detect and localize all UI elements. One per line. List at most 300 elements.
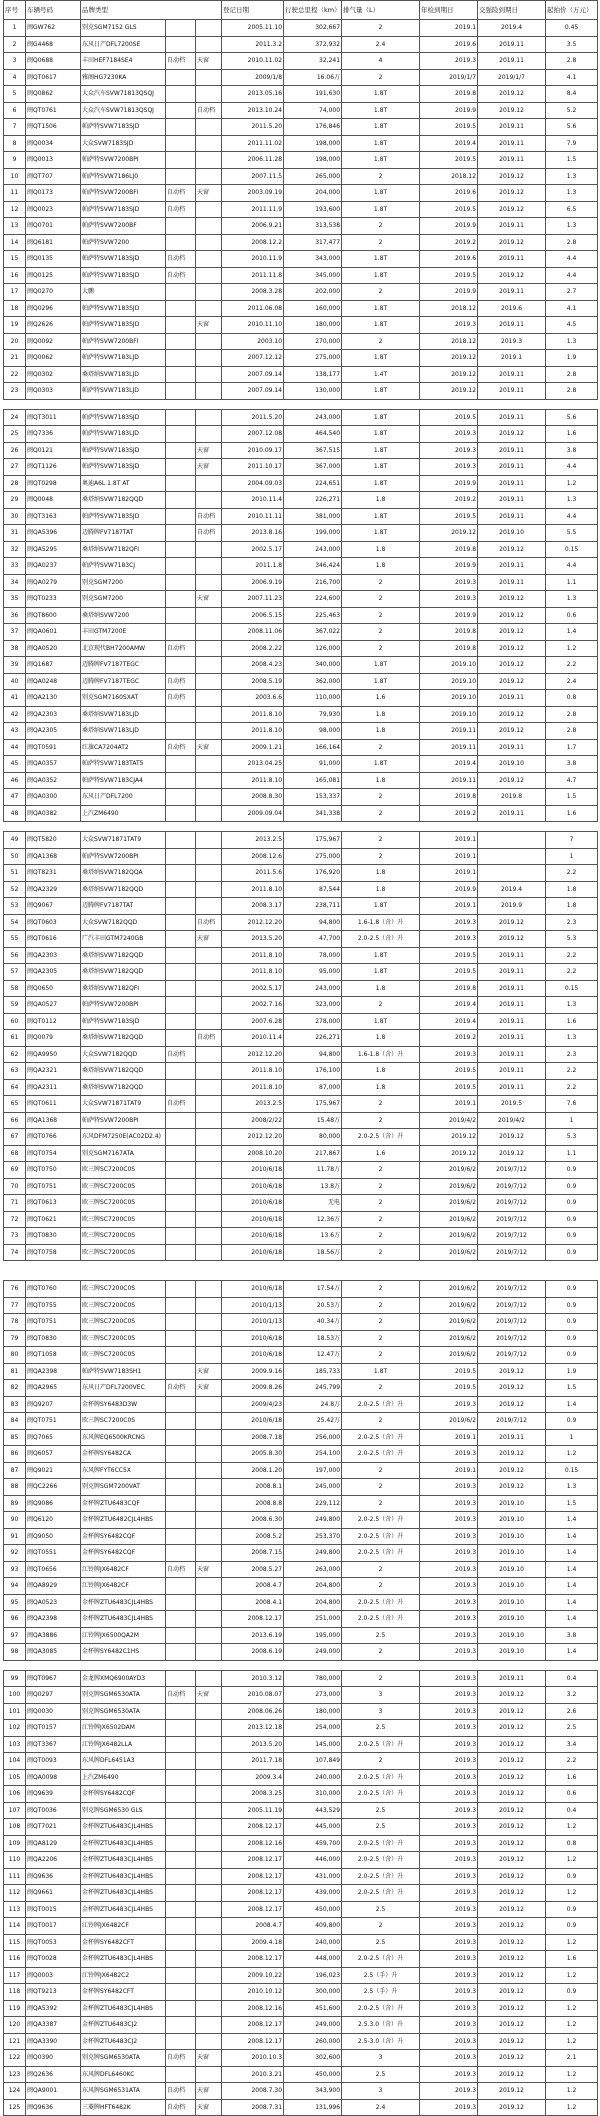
model-name: 金杯牌SY6482CQF xyxy=(81,1786,166,1803)
row-index: 44 xyxy=(4,739,26,756)
row-index: 19 xyxy=(4,317,26,334)
registration-date: 2010.10.12 xyxy=(222,1984,284,2001)
start-price: 2.8 xyxy=(546,383,598,400)
model-name: 别克牌SGM6530ATA xyxy=(81,2050,166,2067)
inspection-due: 2019.3 xyxy=(420,1901,478,1918)
start-price: 1.2 xyxy=(546,2083,598,2100)
plate-number: 闽Q0862 xyxy=(26,86,81,103)
transmission: 自动档 xyxy=(166,1046,196,1063)
inspection-due: 2019.8 xyxy=(420,980,478,997)
displacement: 1.8T xyxy=(342,1363,420,1380)
model-name: 帕萨特SVW7183LJD xyxy=(81,426,166,443)
registration-date: 2002.5.17 xyxy=(222,541,284,558)
table-row xyxy=(4,1644,598,1661)
registration-date: 2010.3.12 xyxy=(222,1670,284,1687)
header-index: 序号 xyxy=(4,1,26,20)
plate-number: 闽QT0036 xyxy=(26,1802,81,1819)
plate-number: 闽QA0237 xyxy=(26,558,81,575)
transmission xyxy=(166,300,196,317)
insurance-due: 2019.12 xyxy=(478,1703,546,1720)
insurance-due: 2019.12 xyxy=(478,1720,546,1737)
registration-date: 2010/1/13 xyxy=(222,1314,284,1331)
registration-date: 2012.12.20 xyxy=(222,1129,284,1146)
inspection-due: 2019.5 xyxy=(420,1380,478,1397)
registration-date: 2008.7.31 xyxy=(222,2099,284,2116)
start-price: 3.8 xyxy=(546,442,598,459)
displacement: 3 xyxy=(342,2050,420,2067)
registration-date: 2007.09.14 xyxy=(222,366,284,383)
insurance-due: 2019.11 xyxy=(478,383,546,400)
sunroof xyxy=(196,1627,222,1644)
displacement: 2 xyxy=(342,1578,420,1595)
transmission xyxy=(166,119,196,136)
table-row xyxy=(4,2066,598,2083)
sunroof xyxy=(196,805,222,822)
table-row xyxy=(4,333,598,350)
sunroof xyxy=(196,1211,222,1228)
table-body xyxy=(4,20,598,2116)
plate-number: 闽Q9086 xyxy=(26,1495,81,1512)
table-row xyxy=(4,2083,598,2100)
start-price: 1.3 xyxy=(546,218,598,235)
model-name: 大众SVW7182QQD xyxy=(81,1046,166,1063)
plate-number: 闽QT0616 xyxy=(26,931,81,948)
inspection-due: 2019.3 xyxy=(420,1670,478,1687)
insurance-due: 2019.11 xyxy=(478,1429,546,1446)
table-row xyxy=(4,185,598,202)
insurance-due: 2019.6 xyxy=(478,300,546,317)
insurance-due: 2019.11 xyxy=(478,980,546,997)
table-row xyxy=(4,267,598,284)
model-name: 广汽丰田GTM7240GB xyxy=(81,931,166,948)
model-name: 欧三牌SC7200C0S xyxy=(81,1228,166,1245)
displacement: 1.8 xyxy=(342,706,420,723)
mileage: 310,000 xyxy=(284,1786,342,1803)
inspection-due: 2019.5 xyxy=(420,409,478,426)
sunroof xyxy=(196,1413,222,1430)
mileage: 251,000 xyxy=(284,1611,342,1628)
displacement: 1.6 xyxy=(342,690,420,707)
model-name: 帕萨特SVW7183SJD xyxy=(81,300,166,317)
sunroof xyxy=(196,20,222,37)
displacement: 2.0-2.5（含）升 xyxy=(342,1512,420,1529)
table-row xyxy=(4,723,598,740)
plate-number: 闽QA2398 xyxy=(26,1363,81,1380)
plate-number: 闽Q0135 xyxy=(26,251,81,268)
start-price: 7.6 xyxy=(546,1096,598,1113)
table-row xyxy=(4,881,598,898)
insurance-due: 2019.12 xyxy=(478,1835,546,1852)
sunroof xyxy=(196,1967,222,1984)
row-index: 39 xyxy=(4,657,26,674)
insurance-due: 2019/7/12 xyxy=(478,1228,546,1245)
sunroof: 自动档 xyxy=(196,525,222,542)
start-price: 4.7 xyxy=(546,772,598,789)
insurance-due: 2019.12 xyxy=(478,1885,546,1902)
sunroof xyxy=(196,1195,222,1212)
plate-number: 闽QA0279 xyxy=(26,574,81,591)
table-row xyxy=(4,1281,598,1298)
sunroof xyxy=(196,218,222,235)
start-price: 2.2 xyxy=(546,865,598,882)
row-index: 95 xyxy=(4,1594,26,1611)
start-price: 1.2 xyxy=(546,1934,598,1951)
transmission xyxy=(166,1720,196,1737)
plate-number: 闽QT9213 xyxy=(26,1984,81,2001)
insurance-due: 2019.12 xyxy=(478,1446,546,1463)
inspection-due: 2019.10 xyxy=(420,673,478,690)
displacement: 1.8 xyxy=(342,881,420,898)
insurance-due: 2019.12 xyxy=(478,1802,546,1819)
model-name: 金杯牌SY6482CFT xyxy=(81,1984,166,2001)
mileage: 302,600 xyxy=(284,2050,342,2067)
transmission xyxy=(166,756,196,773)
displacement: 1.8T xyxy=(342,409,420,426)
transmission xyxy=(166,1545,196,1562)
table-row xyxy=(4,624,598,641)
table-row xyxy=(4,1967,598,1984)
insurance-due: 2019.12 xyxy=(478,657,546,674)
transmission xyxy=(166,1145,196,1162)
row-index: 68 xyxy=(4,1145,26,1162)
displacement: 2 xyxy=(342,1244,420,1261)
start-price: 1.6 xyxy=(546,426,598,443)
start-price: 1.6 xyxy=(546,1013,598,1030)
plate-number: 闽QT0028 xyxy=(26,1951,81,1968)
plate-number: 闽QT0751 xyxy=(26,1314,81,1331)
model-name: 丰田GTM7200E xyxy=(81,624,166,641)
registration-date: 2003.6.6 xyxy=(222,690,284,707)
plate-number: 闽QA2965 xyxy=(26,1380,81,1397)
table-row xyxy=(4,657,598,674)
inspection-due: 2019.9 xyxy=(420,218,478,235)
sunroof: 天窗 xyxy=(196,185,222,202)
table-row xyxy=(4,1413,598,1430)
row-index: 120 xyxy=(4,2017,26,2034)
start-price: 2.2 xyxy=(546,947,598,964)
plate-number: 闽Q2636 xyxy=(26,2066,81,2083)
plate-number: 闽QT0298 xyxy=(26,475,81,492)
mileage: 260,000 xyxy=(284,2033,342,2050)
insurance-due: 2019.12 xyxy=(478,1951,546,1968)
insurance-due: 2019.12 xyxy=(478,102,546,119)
start-price: 1.9 xyxy=(546,350,598,367)
sunroof xyxy=(196,964,222,981)
displacement: 1.8 xyxy=(342,865,420,882)
model-name: 大鹏 xyxy=(81,284,166,301)
sunroof xyxy=(196,201,222,218)
row-index: 17 xyxy=(4,284,26,301)
sunroof xyxy=(196,997,222,1014)
row-index: 77 xyxy=(4,1297,26,1314)
start-price: 0.8 xyxy=(546,690,598,707)
inspection-due: 2019.6 xyxy=(420,36,478,53)
plate-number: 闽QT0053 xyxy=(26,1934,81,1951)
mileage: 367,000 xyxy=(284,459,342,476)
row-index: 98 xyxy=(4,1644,26,1661)
start-price: 1.4 xyxy=(546,1545,598,1562)
displacement: 2.0-2.5（含）升 xyxy=(342,1835,420,1852)
start-price: 1.5 xyxy=(546,1380,598,1397)
mileage: 185,733 xyxy=(284,1363,342,1380)
section-gap-cell xyxy=(4,822,598,832)
inspection-due: 2019.3 xyxy=(420,459,478,476)
inspection-due: 2019.4 xyxy=(420,1013,478,1030)
registration-date: 2009/4/23 xyxy=(222,1396,284,1413)
model-name: 别克SGM7200 xyxy=(81,591,166,608)
start-price: 0.45 xyxy=(546,20,598,37)
section-gap xyxy=(4,1261,598,1281)
row-index: 117 xyxy=(4,1967,26,1984)
transmission xyxy=(166,459,196,476)
table-row xyxy=(4,525,598,542)
sunroof xyxy=(196,1819,222,1836)
plate-number: 闽QT8231 xyxy=(26,865,81,882)
row-index: 97 xyxy=(4,1627,26,1644)
plate-number: 闽Q0303 xyxy=(26,383,81,400)
mileage: 176,100 xyxy=(284,1063,342,1080)
plate-number: 闽QT3011 xyxy=(26,409,81,426)
registration-date: 2010.11.11 xyxy=(222,508,284,525)
transmission xyxy=(166,1228,196,1245)
row-index: 114 xyxy=(4,1918,26,1935)
start-price: 1.5 xyxy=(546,152,598,169)
inspection-due: 2019.1 xyxy=(420,848,478,865)
sunroof xyxy=(196,1984,222,2001)
sunroof xyxy=(196,947,222,964)
registration-date: 2011.8.10 xyxy=(222,964,284,981)
insurance-due: 2019.12 xyxy=(478,673,546,690)
model-name: 欧三牌SC7200C0S xyxy=(81,1162,166,1179)
inspection-due: 2019.4 xyxy=(420,997,478,1014)
inspection-due: 2019.3 xyxy=(420,1951,478,1968)
insurance-due: 2019.11 xyxy=(478,492,546,509)
model-name: 金杯牌ZTU6482CJL4HBS xyxy=(81,1512,166,1529)
mileage: 20.53万 xyxy=(284,1297,342,1314)
sunroof xyxy=(196,1644,222,1661)
displacement: 1.8T xyxy=(342,135,420,152)
mileage: 180,000 xyxy=(284,317,342,334)
plate-number: 闽QA2303 xyxy=(26,706,81,723)
transmission xyxy=(166,1703,196,1720)
mileage: 160,000 xyxy=(284,300,342,317)
start-price: 3.4 xyxy=(546,1736,598,1753)
row-index: 32 xyxy=(4,541,26,558)
registration-date: 2011.11.8 xyxy=(222,267,284,284)
model-name: 帕萨特SVW7186LJ0 xyxy=(81,168,166,185)
inspection-due: 2019.3 xyxy=(420,1561,478,1578)
table-row xyxy=(4,1030,598,1047)
transmission xyxy=(166,1594,196,1611)
row-index: 112 xyxy=(4,1885,26,1902)
registration-date: 2003.09.19 xyxy=(222,185,284,202)
table-row xyxy=(4,251,598,268)
registration-date: 2005.11.19 xyxy=(222,1802,284,1819)
table-row xyxy=(4,1195,598,1212)
table-row xyxy=(4,914,598,931)
plate-number: 闽QA8129 xyxy=(26,1835,81,1852)
plate-number: 闽G4468 xyxy=(26,36,81,53)
table-row xyxy=(4,964,598,981)
plate-number: 闽QT1506 xyxy=(26,119,81,136)
table-row xyxy=(4,135,598,152)
plate-number: 闽Q9207 xyxy=(26,1396,81,1413)
inspection-due: 2019.3 xyxy=(420,1627,478,1644)
inspection-due: 2019.2 xyxy=(420,1030,478,1047)
transmission xyxy=(166,1446,196,1463)
sunroof xyxy=(196,1347,222,1364)
start-price: 2.4 xyxy=(546,673,598,690)
model-name: 金杯牌SY6482CQF xyxy=(81,1528,166,1545)
row-index: 11 xyxy=(4,185,26,202)
registration-date: 2008.6.30 xyxy=(222,1512,284,1529)
transmission xyxy=(166,284,196,301)
mileage: 40.34万 xyxy=(284,1314,342,1331)
registration-date: 2010.11.4 xyxy=(222,1030,284,1047)
sunroof xyxy=(196,152,222,169)
plate-number: 闽QC2266 xyxy=(26,1479,81,1496)
model-name: 北京现代BH7200AMW xyxy=(81,640,166,657)
plate-number: 闽Q0030 xyxy=(26,1703,81,1720)
displacement: 2 xyxy=(342,1479,420,1496)
displacement: 2 xyxy=(342,1380,420,1397)
insurance-due: 2019.11 xyxy=(478,53,546,70)
displacement: 3 xyxy=(342,1703,420,1720)
sunroof xyxy=(196,1429,222,1446)
transmission xyxy=(166,914,196,931)
insurance-due: 2019.12 xyxy=(478,2017,546,2034)
model-name: 大众SVW71871TAT9 xyxy=(81,832,166,849)
transmission xyxy=(166,102,196,119)
start-price: 1.2 xyxy=(546,475,598,492)
transmission xyxy=(166,1363,196,1380)
mileage: 74,000 xyxy=(284,102,342,119)
displacement: 2 xyxy=(342,1211,420,1228)
sunroof: 天窗 xyxy=(196,1380,222,1397)
registration-date: 2009.10.22 xyxy=(222,1967,284,1984)
registration-date: 2012.12.20 xyxy=(222,914,284,931)
table-row xyxy=(4,1244,598,1261)
inspection-due: 2019.1 xyxy=(420,1462,478,1479)
mileage: 450,000 xyxy=(284,1901,342,1918)
transmission xyxy=(166,2000,196,2017)
plate-number: 闽QA5295 xyxy=(26,541,81,558)
sunroof: 天窗 xyxy=(196,1363,222,1380)
transmission xyxy=(166,1211,196,1228)
plate-number: 闽QA5396 xyxy=(26,525,81,542)
table-row xyxy=(4,1835,598,1852)
row-index: 21 xyxy=(4,350,26,367)
transmission: 自动档 xyxy=(166,201,196,218)
plate-number: 闽QT0233 xyxy=(26,591,81,608)
mileage: 780,000 xyxy=(284,1670,342,1687)
inspection-due: 2019.3 xyxy=(420,1753,478,1770)
model-name: 丰田HEF7184SE4 xyxy=(81,53,166,70)
registration-date: 2008.2.22 xyxy=(222,640,284,657)
plate-number: 闽QA1368 xyxy=(26,848,81,865)
mileage: 249,800 xyxy=(284,1512,342,1529)
sunroof xyxy=(196,1545,222,1562)
table-row xyxy=(4,1868,598,1885)
plate-number: 闽QT0157 xyxy=(26,1720,81,1737)
insurance-due: 2019.10 xyxy=(478,1578,546,1595)
table-row xyxy=(4,772,598,789)
mileage: 275,000 xyxy=(284,848,342,865)
start-price: 7.9 xyxy=(546,135,598,152)
model-name: 东风牌DFL6451A3 xyxy=(81,1753,166,1770)
registration-date: 2013.12.18 xyxy=(222,1720,284,1737)
table-row xyxy=(4,1736,598,1753)
model-name: 桑塔纳SVW7200 xyxy=(81,607,166,624)
row-index: 101 xyxy=(4,1703,26,1720)
insurance-due: 2019.12 xyxy=(478,624,546,641)
inspection-due: 2019.2 xyxy=(420,492,478,509)
insurance-due: 2019.12 xyxy=(478,2099,546,2116)
insurance-due: 2019.12 xyxy=(478,234,546,251)
registration-date: 2007.12.08 xyxy=(222,426,284,443)
mileage: 245,000 xyxy=(284,1479,342,1496)
registration-date: 2013.05.16 xyxy=(222,86,284,103)
registration-date: 2008.4.7 xyxy=(222,1918,284,1935)
inspection-due: 2019.12 xyxy=(420,350,478,367)
row-index: 89 xyxy=(4,1495,26,1512)
displacement: 2.4 xyxy=(342,36,420,53)
inspection-due: 2019.3 xyxy=(420,1934,478,1951)
insurance-due: 2019.9 xyxy=(478,898,546,915)
model-name: 帕萨特SVW7200BPI xyxy=(81,848,166,865)
sunroof xyxy=(196,607,222,624)
insurance-due: 2019.11 xyxy=(478,1030,546,1047)
plate-number: 闽Q9636 xyxy=(26,1868,81,1885)
plate-number: 闽QT0017 xyxy=(26,1918,81,1935)
insurance-due: 2019.12 xyxy=(478,2083,546,2100)
inspection-due: 2019.3 xyxy=(420,2083,478,2100)
row-index: 6 xyxy=(4,102,26,119)
mileage: 16.06万 xyxy=(284,69,342,86)
table-row xyxy=(4,1429,598,1446)
insurance-due: 2019.12 xyxy=(478,1380,546,1397)
displacement: 2 xyxy=(342,591,420,608)
insurance-due: 2019.12 xyxy=(478,914,546,931)
registration-date: 2011.11.9 xyxy=(222,201,284,218)
model-name: 帕萨特SVW7183LJD xyxy=(81,350,166,367)
table-row xyxy=(4,168,598,185)
insurance-due: 2019/7/12 xyxy=(478,1314,546,1331)
insurance-due: 2019.11 xyxy=(478,459,546,476)
inspection-due: 2019/6/2 xyxy=(420,1413,478,1430)
row-index: 106 xyxy=(4,1786,26,1803)
insurance-due: 2019.1 xyxy=(478,350,546,367)
inspection-due: 2019.3 xyxy=(420,1918,478,1935)
table-row xyxy=(4,1578,598,1595)
table-row xyxy=(4,1720,598,1737)
row-index: 87 xyxy=(4,1462,26,1479)
model-name: 江铃牌JX6502DAM xyxy=(81,1720,166,1737)
insurance-due: 2019.11 xyxy=(478,1013,546,1030)
transmission xyxy=(166,964,196,981)
transmission xyxy=(166,1297,196,1314)
insurance-due: 2019.12 xyxy=(478,1753,546,1770)
registration-date: 2008.1.20 xyxy=(222,1462,284,1479)
mileage: 25.42万 xyxy=(284,1413,342,1430)
table-row xyxy=(4,706,598,723)
inspection-due: 2019.3 xyxy=(420,2099,478,2116)
transmission xyxy=(166,218,196,235)
model-name: 江铃牌JX6482LLA xyxy=(81,1736,166,1753)
mileage: 362,000 xyxy=(284,673,342,690)
mileage: 226,271 xyxy=(284,492,342,509)
mileage: 224,600 xyxy=(284,591,342,608)
